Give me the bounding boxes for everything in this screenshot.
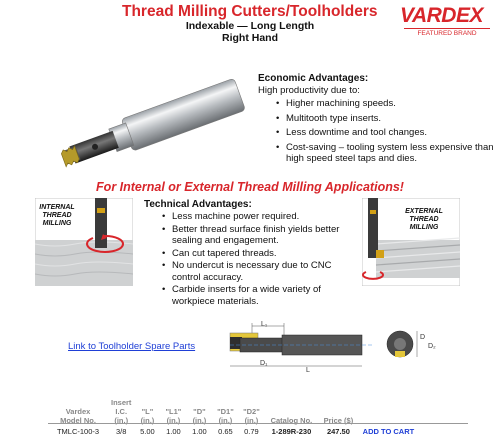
list-item: • Cost-saving – tooling system less expensive than high speed steel taps and dies.	[274, 142, 494, 165]
list-item: • Can cut tapered threads.	[160, 248, 360, 260]
dim-label-l1: L₁	[261, 321, 268, 328]
external-label-line1: EXTERNAL	[405, 208, 443, 215]
d2-cell: 0.79	[244, 427, 259, 435]
col-header	[358, 398, 418, 425]
d-cell: 1.00	[192, 427, 207, 435]
spec-table	[48, 398, 418, 435]
spare-parts-link[interactable]: Link to Toolholder Spare Parts	[68, 341, 196, 352]
col-header: "L1" (in.)	[165, 407, 182, 425]
technical-advantages-title: Technical Advantages:	[144, 199, 252, 210]
external-milling-image	[362, 198, 460, 286]
table-row	[48, 425, 418, 435]
col-header: Vardex Model No.	[60, 407, 96, 425]
internal-label-line2: THREAD	[42, 212, 72, 219]
applications-banner: For Internal or External Thread Milling Applications!	[96, 180, 404, 194]
dim-label-d2: D₂	[428, 343, 436, 350]
subtitle-length: Indexable — Long Length	[185, 20, 315, 32]
list-item: • No undercut is necessary due to CNC control accuracy.	[160, 260, 360, 283]
list-item: • Carbide inserts for a wide variety of workpiece materials.	[160, 284, 360, 307]
internal-label-line3: MILLING	[42, 220, 72, 227]
subtitle-hand: Right Hand	[222, 32, 278, 44]
l1-cell: 1.00	[166, 427, 181, 435]
list-item: • Less machine power required.	[160, 211, 360, 223]
add-to-cart-link[interactable]: ADD TO CART	[362, 427, 415, 435]
dim-label-l: L	[306, 367, 310, 374]
internal-milling-image	[35, 198, 133, 286]
col-header: Catalog No.	[270, 416, 313, 425]
col-header: "L" (in.)	[140, 407, 155, 425]
col-header: "D2" (in.)	[243, 407, 260, 425]
col-header: "D1" (in.)	[217, 407, 234, 425]
dim-label-d1: D₁	[260, 360, 268, 367]
external-label-line3: MILLING	[409, 224, 439, 231]
list-item: • Less downtime and tool changes.	[274, 127, 494, 139]
table-header-row	[48, 398, 418, 425]
dimension-diagram	[222, 318, 442, 393]
technical-advantages-list	[160, 211, 360, 308]
list-item: • Better thread surface finish yields better sealing and engagement.	[160, 224, 360, 247]
internal-label-line1: INTERNAL	[39, 204, 75, 211]
economic-advantages-intro: High productivity due to:	[258, 85, 360, 96]
economic-advantages-list	[274, 98, 494, 168]
model-no-cell: TMLC-100-3	[56, 427, 100, 435]
brand-logo: VARDEX	[400, 4, 483, 27]
dim-label-d: D	[420, 334, 426, 341]
price-cell: 247.50	[326, 427, 350, 435]
list-item: • Higher machining speeds.	[274, 98, 494, 110]
d1-cell: 0.65	[218, 427, 233, 435]
list-item: • Multitooth type inserts.	[274, 113, 494, 125]
external-label-line2: THREAD	[409, 216, 439, 223]
catalog-no-cell: 1-289R-230	[271, 427, 312, 435]
page-title: Thread Milling Cutters/Toolholders	[122, 3, 378, 20]
col-header: "D" (in.)	[192, 407, 207, 425]
add-to-cart-cell	[358, 425, 418, 435]
ic-cell: 3/8	[116, 427, 127, 435]
table-divider	[48, 423, 468, 424]
economic-advantages-title: Economic Advantages:	[258, 73, 369, 84]
brand-tagline: FEATURED BRAND	[404, 28, 490, 37]
l-cell: 5.00	[140, 427, 155, 435]
toolholder-image	[55, 75, 250, 175]
col-header: Insert I.C. (in.)	[111, 398, 132, 425]
col-header: Price ($)	[323, 416, 354, 425]
